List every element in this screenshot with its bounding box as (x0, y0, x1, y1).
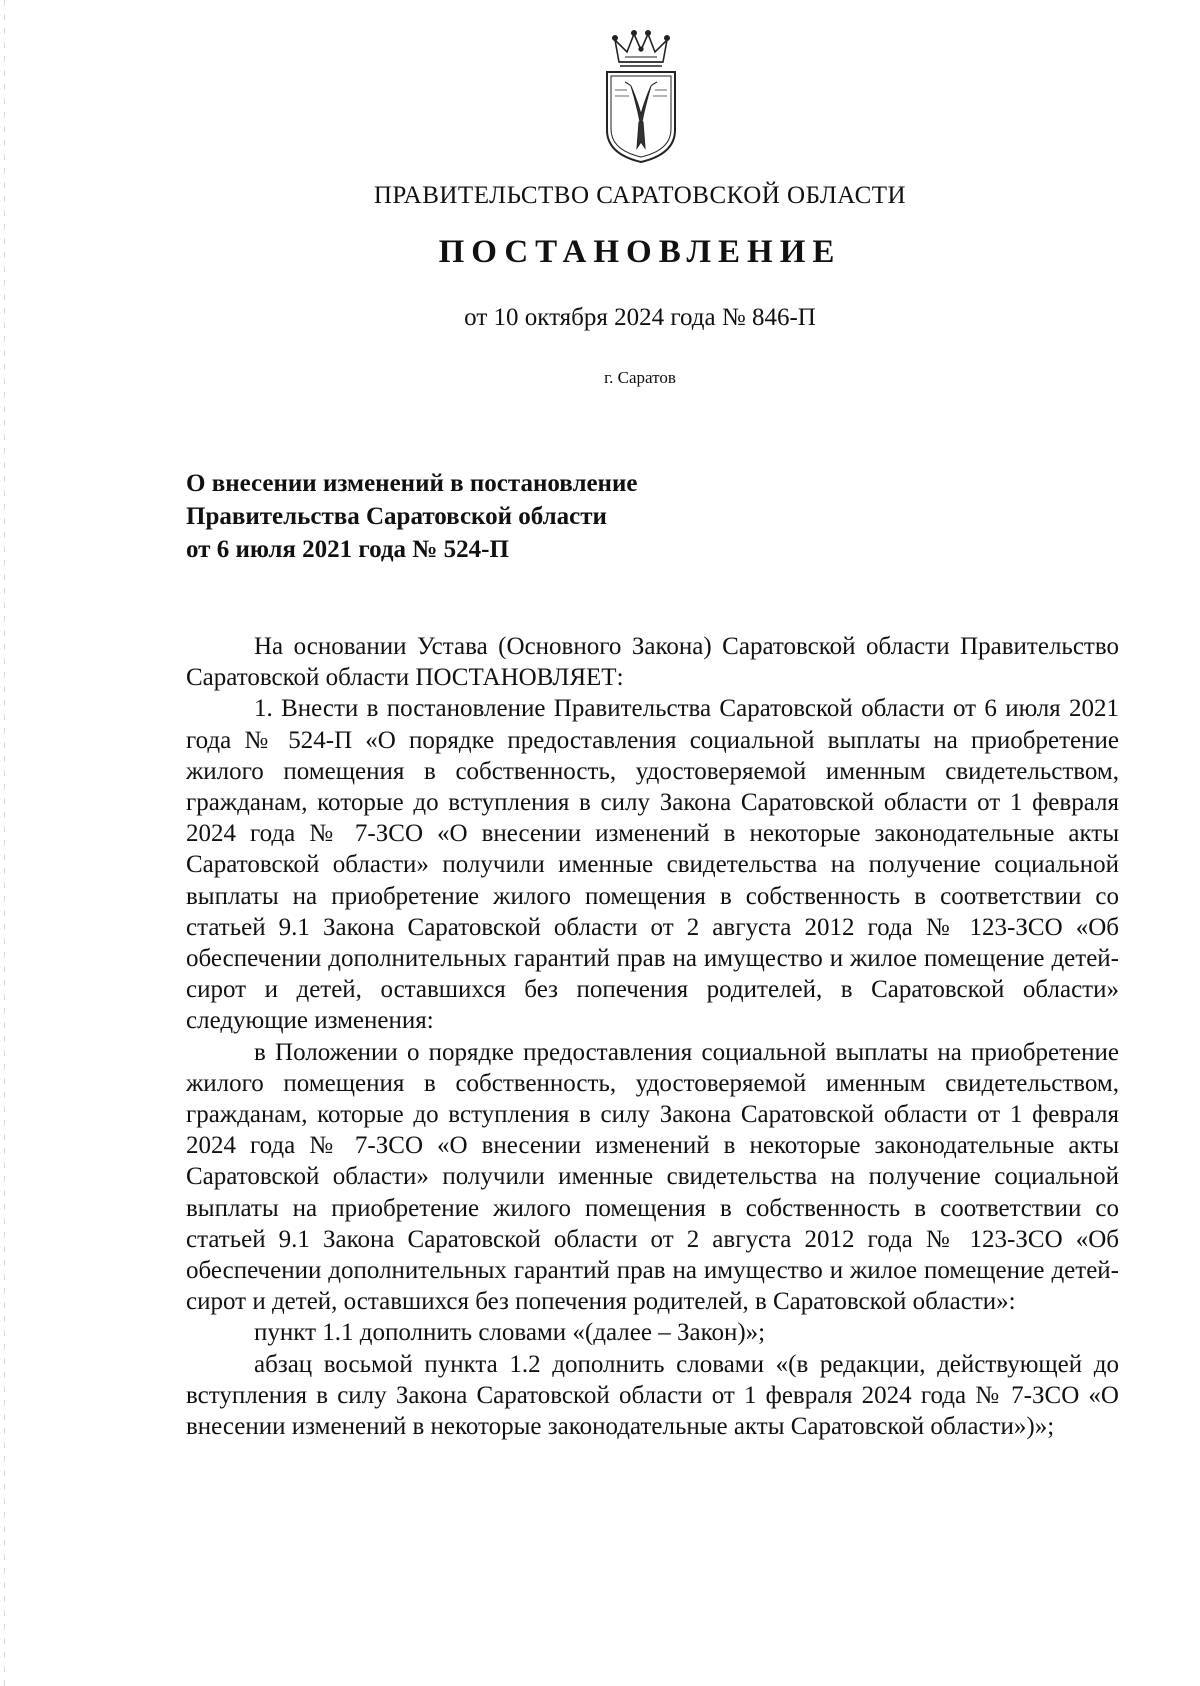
subject-line-2: Правительства Саратовской области (186, 503, 607, 530)
document-date-number: от 10 октября 2024 года № 846-П (464, 304, 816, 331)
document-body (186, 631, 1119, 1442)
saratov-coat-of-arms-icon (601, 30, 681, 165)
government-name: ПРАВИТЕЛЬСТВО САРАТОВСКОЙ ОБЛАСТИ (373, 182, 907, 209)
paragraph-point-1-2: абзац восьмой пункта 1.2 дополнить словами «(в редакции, действующей до вступления в силу Закона Саратовской области от 1 февраля 2024 года № 7-ЗСО «О внесении изменений в некоторые законодательные акты Саратовской области»)»; (186, 1350, 1119, 1441)
document-city: г. Саратов (604, 368, 676, 387)
document-subject (186, 467, 886, 566)
subject-line-1: О внесении изменений в постановление (186, 470, 638, 497)
document-type-title: ПОСТАНОВЛЕНИЕ (438, 234, 842, 270)
paragraph-preamble: На основании Устава (Основного Закона) Саратовской области Правительство Саратовской области ПОСТАНОВЛЯЕТ: (186, 633, 1119, 692)
subject-line-3: от 6 июля 2021 года № 524-П (186, 536, 509, 563)
paragraph-point-1-1: пункт 1.1 дополнить словами «(далее – Закон)»; (254, 1319, 766, 1347)
paragraph-regulation-changes: в Положении о порядке предоставления социальной выплаты на приобретение жилого помещения в собственность, удостоверяемой именным свидетельством, гражданам, которые до вступления в силу Закона Саратовской области от 1 февраля 2024 года № 7-ЗСО «О внесении изменений в некоторые законодательные акты Саратовской области» получили именные свидетельства на получение социальной выплаты на приобретение жилого помещения в собственность в соответствии со статьей 9.1 Закона Саратовской области от 2 августа 2012 года № 123-ЗСО «Об обеспечении дополнительных гарантий прав на имущество и жилое помещение детей-сирот и детей, оставшихся без попечения родителей, в Саратовской области»: (186, 1038, 1119, 1316)
paragraph-item-1: 1. Внести в постановление Правительства Саратовской области от 6 июля 2021 года № 524-П «О порядке предоставления социальной выплаты на приобретение жилого помещения в собственность, удостоверяемой именным свидетельством, гражданам, которые до вступления в силу Закона Саратовской области от 1 февраля 2024 года № 7-ЗСО «О внесении изменений в некоторые законодательные акты Саратовской области» получили именные свидетельства на получение социальной выплаты на приобретение жилого помещения в собственность в соответствии со статьей 9.1 Закона Саратовской области от 2 августа 2012 года № 123-ЗСО «Об обеспечении дополнительных гарантий прав на имущество и жилое помещение детей-сирот и детей, оставшихся без попечения родителей, в Саратовской области» следующие изменения: (186, 695, 1119, 1035)
